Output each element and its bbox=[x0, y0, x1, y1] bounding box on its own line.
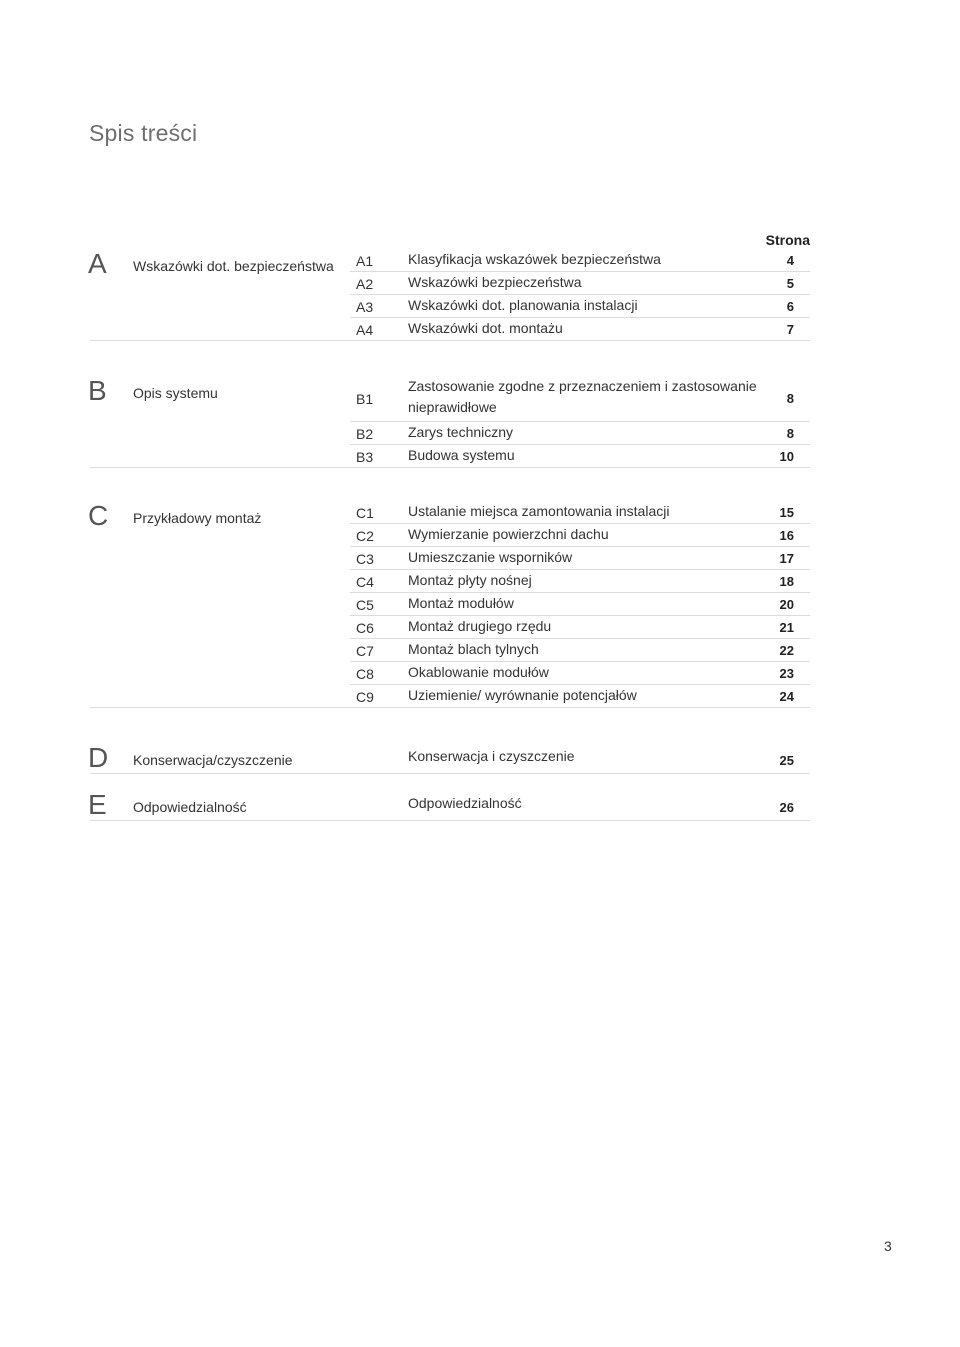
toc-entry[interactable] bbox=[350, 661, 810, 685]
entry-label: Klasyfikacja wskazówek bezpieczeństwa bbox=[408, 251, 661, 267]
toc-entry[interactable] bbox=[350, 684, 810, 708]
entry-label: Wymierzanie powierzchni dachu bbox=[408, 526, 609, 542]
section-title[interactable]: Przykładowy montaż bbox=[133, 510, 262, 526]
toc-entry[interactable] bbox=[350, 592, 810, 616]
entry-page: 4 bbox=[786, 252, 794, 268]
entry-page: 20 bbox=[779, 596, 794, 612]
entry-page: 17 bbox=[779, 550, 794, 566]
entry-page: 18 bbox=[779, 573, 794, 589]
entry-label: Wskazówki bezpieczeństwa bbox=[408, 274, 582, 290]
entry-page: 24 bbox=[779, 688, 794, 704]
entry-code: B2 bbox=[356, 425, 374, 442]
entry-page: 23 bbox=[779, 665, 794, 681]
entry-label: Wskazówki dot. montażu bbox=[408, 320, 563, 336]
toc-entry[interactable] bbox=[350, 271, 810, 295]
entry-code: C7 bbox=[356, 642, 374, 659]
entry-code: A1 bbox=[356, 252, 374, 269]
entry-label: Montaż płyty nośnej bbox=[408, 572, 532, 588]
entry-label: Zastosowanie zgodne z przeznaczeniem i zastosowanie nieprawidłowe bbox=[408, 378, 757, 415]
entry-page: 10 bbox=[779, 448, 794, 464]
entry-page: 25 bbox=[779, 753, 794, 768]
section-divider bbox=[90, 773, 810, 774]
section-divider bbox=[90, 467, 810, 468]
section-title[interactable]: Odpowiedzialność bbox=[133, 799, 247, 815]
entry-code: A3 bbox=[356, 298, 374, 315]
entry-page: 7 bbox=[786, 321, 794, 337]
entry-code: B3 bbox=[356, 448, 374, 465]
section-title[interactable]: Konserwacja/czyszczenie bbox=[133, 752, 293, 768]
entry-page: 16 bbox=[779, 527, 794, 543]
entry-page: 6 bbox=[786, 298, 794, 314]
entry-label: Ustalanie miejsca zamontowania instalacji bbox=[408, 503, 670, 519]
entry-page: 26 bbox=[779, 800, 794, 815]
page-number: 3 bbox=[884, 1238, 892, 1254]
toc-entry[interactable] bbox=[350, 615, 810, 639]
entry-page: 22 bbox=[779, 642, 794, 658]
section-letter: D bbox=[88, 742, 109, 773]
section-letter: C bbox=[88, 500, 109, 531]
entry-label: Montaż drugiego rzędu bbox=[408, 618, 552, 634]
entry-label: Montaż modułów bbox=[408, 595, 514, 611]
section-divider bbox=[90, 820, 810, 821]
entry-label: Zarys techniczny bbox=[408, 424, 514, 440]
toc-entry[interactable] bbox=[350, 742, 810, 774]
entry-label: Uziemienie/ wyrównanie potencjałów bbox=[408, 687, 637, 703]
entry-label: Odpowiedzialność bbox=[408, 795, 522, 811]
toc-entry[interactable] bbox=[350, 375, 810, 422]
entry-code: C3 bbox=[356, 550, 374, 567]
entry-page: 8 bbox=[786, 425, 794, 441]
section-letter: A bbox=[88, 248, 107, 279]
section-letter: B bbox=[88, 375, 107, 406]
toc-entry[interactable] bbox=[350, 317, 810, 341]
entry-page: 8 bbox=[786, 391, 794, 406]
entry-label: Budowa systemu bbox=[408, 447, 515, 463]
entry-label: Konserwacja i czyszczenie bbox=[408, 748, 575, 764]
toc-entry[interactable] bbox=[350, 500, 810, 524]
section-divider bbox=[90, 707, 810, 708]
page-column-header: Strona bbox=[765, 232, 810, 248]
entry-code: C8 bbox=[356, 665, 374, 682]
toc-entry[interactable] bbox=[350, 421, 810, 445]
toc-entry[interactable] bbox=[350, 638, 810, 662]
toc-entry[interactable] bbox=[350, 248, 810, 272]
entry-code: C5 bbox=[356, 596, 374, 613]
toc-entry[interactable] bbox=[350, 523, 810, 547]
entry-label: Wskazówki dot. planowania instalacji bbox=[408, 297, 638, 313]
section-title[interactable]: Opis systemu bbox=[133, 385, 218, 401]
entry-code: A4 bbox=[356, 321, 374, 338]
toc-entry[interactable] bbox=[350, 569, 810, 593]
entry-label: Okablowanie modułów bbox=[408, 664, 549, 680]
toc-entry[interactable] bbox=[350, 546, 810, 570]
entry-code: C6 bbox=[356, 619, 374, 636]
section-title[interactable]: Wskazówki dot. bezpieczeństwa bbox=[133, 258, 334, 274]
page-title: Spis treści bbox=[89, 120, 198, 146]
toc-entry[interactable] bbox=[350, 444, 810, 468]
entry-page: 21 bbox=[779, 619, 794, 635]
entry-label: Montaż blach tylnych bbox=[408, 641, 539, 657]
entry-code: A2 bbox=[356, 275, 374, 292]
entry-code: C9 bbox=[356, 688, 374, 705]
entry-code: C1 bbox=[356, 504, 374, 521]
entry-code: B1 bbox=[356, 391, 374, 407]
toc-entry[interactable] bbox=[350, 789, 810, 821]
toc-entry[interactable] bbox=[350, 294, 810, 318]
section-letter: E bbox=[88, 789, 107, 820]
entry-code: C2 bbox=[356, 527, 374, 544]
entry-label: Umieszczanie wsporników bbox=[408, 549, 573, 565]
entry-page: 5 bbox=[786, 275, 794, 291]
entry-page: 15 bbox=[779, 504, 794, 520]
section-divider bbox=[90, 340, 810, 341]
entry-code: C4 bbox=[356, 573, 374, 590]
